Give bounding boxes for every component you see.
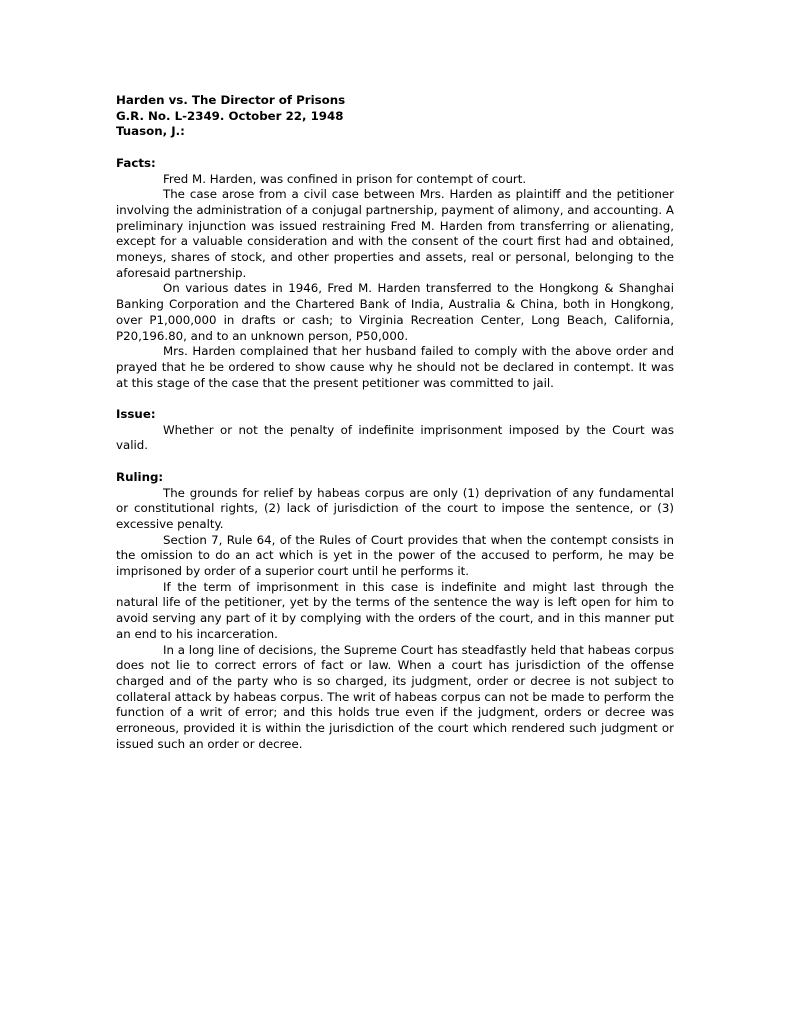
facts-section bbox=[116, 156, 674, 392]
issue-section bbox=[116, 407, 674, 454]
facts-paragraph: On various dates in 1946, Fred M. Harden transferred to the Hongkong & Shanghai Banking Corporation and the Chartered Bank of India, Australia & China, both in Hongkong, over P1,000,000 in drafts or cash; to Virginia Recreation Center, Long Beach, California, P20,196.80, and to an unknown person, P50,000. bbox=[116, 281, 674, 343]
ruling-section bbox=[116, 470, 674, 753]
ruling-heading: Ruling: bbox=[116, 469, 164, 484]
ruling-paragraph: In a long line of decisions, the Supreme Court has steadfastly held that habeas corpus does not lie to correct errors of fact or law. When a court has jurisdiction of the offense charged and of the party who is so charged, its judgment, order or decree is not subject to collateral attack by habeas corpus. The writ of habeas corpus can not be made to perform the function of a writ of error; and this holds true even if the judgment, orders or decree was erroneous, provided it is within the jurisdiction of the court which rendered such judgment or issued such an order or decree. bbox=[116, 642, 674, 751]
document-page bbox=[116, 93, 674, 752]
facts-paragraph: Mrs. Harden complained that her husband failed to comply with the above order and prayed that he be ordered to show cause why he should not be declared in contempt. It was at this stage of the case that the present petitioner was committed to jail. bbox=[116, 344, 674, 390]
case-citation: G.R. No. L-2349. October 22, 1948 bbox=[116, 108, 344, 123]
ponente: Tuason, J.: bbox=[116, 124, 185, 139]
issue-paragraph: Whether or not the penalty of indefinite imprisonment imposed by the Court was valid. bbox=[116, 422, 674, 453]
facts-paragraph: The case arose from a civil case between Mrs. Harden as plaintiff and the petitioner involving the administration of a conjugal partnership, payment of alimony, and accounting. A preliminary injunction was issued restraining Fred M. Harden from transferring or alienating, except for a valuable consideration and with the consent of the court first had and obtained, moneys, shares of stock, and other properties and assets, real or personal, belonging to the aforesaid partnership. bbox=[116, 187, 674, 280]
issue-heading: Issue: bbox=[116, 407, 156, 422]
ruling-paragraph: If the term of imprisonment in this case is indefinite and might last through the natural life of the petitioner, yet by the terms of the sentence the way is left open for him to avoid serving any part of it by complying with the orders of the court, and in this manner put an end to his incarceration. bbox=[116, 579, 674, 641]
facts-paragraph: Fred M. Harden, was confined in prison for contempt of court. bbox=[163, 171, 527, 186]
ruling-paragraph: Section 7, Rule 64, of the Rules of Court provides that when the contempt consists in the omission to do an act which is yet in the power of the accused to perform, he may be imprisoned by order of a superior court until he performs it. bbox=[116, 532, 674, 579]
ruling-paragraph: The grounds for relief by habeas corpus are only (1) deprivation of any fundamental or constitutional rights, (2) lack of jurisdiction of the court to impose the sentence, or (3) excessive penalty. bbox=[116, 485, 674, 531]
facts-heading: Facts: bbox=[116, 155, 156, 170]
case-title: Harden vs. The Director of Prisons bbox=[116, 93, 346, 107]
